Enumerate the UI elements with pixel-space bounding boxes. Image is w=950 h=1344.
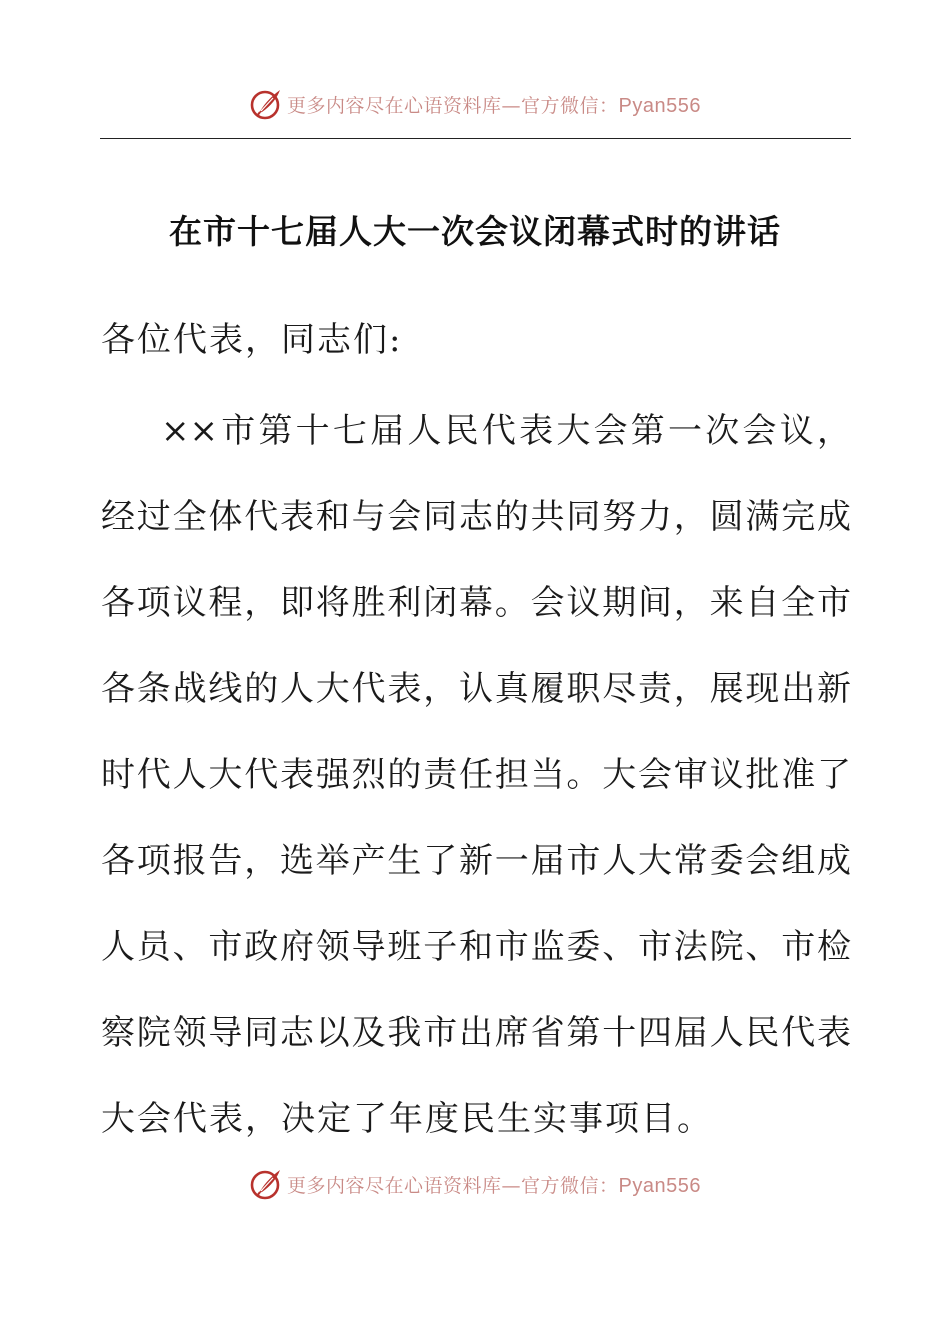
header-watermark [0, 82, 950, 126]
footer-watermark-wechat-id: Pyan556 [618, 1174, 701, 1197]
paragraph-line: 察院领导同志以及我市出席省第十四届人民代表 [101, 1013, 851, 1053]
header-divider [100, 138, 851, 139]
body-paragraph [101, 401, 851, 1175]
footer-watermark-separator: — [501, 1174, 522, 1197]
paragraph-line: 经过全体代表和与会同志的共同努力，圆满完成 [101, 497, 851, 537]
quill-pen-circle-icon [249, 1166, 285, 1202]
footer-watermark-wechat-label: 官方微信： [521, 1174, 619, 1197]
paragraph-line: 各项报告，选举产生了新一届市人大常委会组成 [101, 841, 851, 881]
paragraph-line: 各项议程，即将胜利闭幕。会议期间，来自全市 [101, 583, 851, 623]
header-watermark-separator: — [501, 94, 522, 117]
header-watermark-wechat-id: Pyan556 [618, 94, 701, 117]
header-watermark-text [287, 91, 701, 118]
footer-watermark [0, 1162, 950, 1206]
paragraph-line: 人员、市政府领导班子和市监委、市法院、市检 [101, 927, 851, 967]
salutation: 各位代表，同志们: [101, 320, 403, 360]
quill-pen-circle-icon [249, 86, 285, 122]
paragraph-line: 大会代表，决定了年度民生实事项目。 [101, 1099, 713, 1139]
header-watermark-wechat-label: 官方微信： [521, 94, 619, 117]
document-title: 在市十七届人大一次会议闭幕式时的讲话 [169, 212, 781, 251]
footer-watermark-cn: 更多内容尽在心语资料库 [287, 1174, 502, 1197]
paragraph-line: ××市第十七届人民代表大会第一次会议， [161, 411, 851, 451]
paragraph-line: 各条战线的人大代表，认真履职尽责，展现出新 [101, 669, 851, 709]
paragraph-line: 时代人大代表强烈的责任担当。大会审议批准了 [101, 755, 851, 795]
header-watermark-cn: 更多内容尽在心语资料库 [287, 94, 502, 117]
footer-watermark-text [287, 1171, 701, 1198]
